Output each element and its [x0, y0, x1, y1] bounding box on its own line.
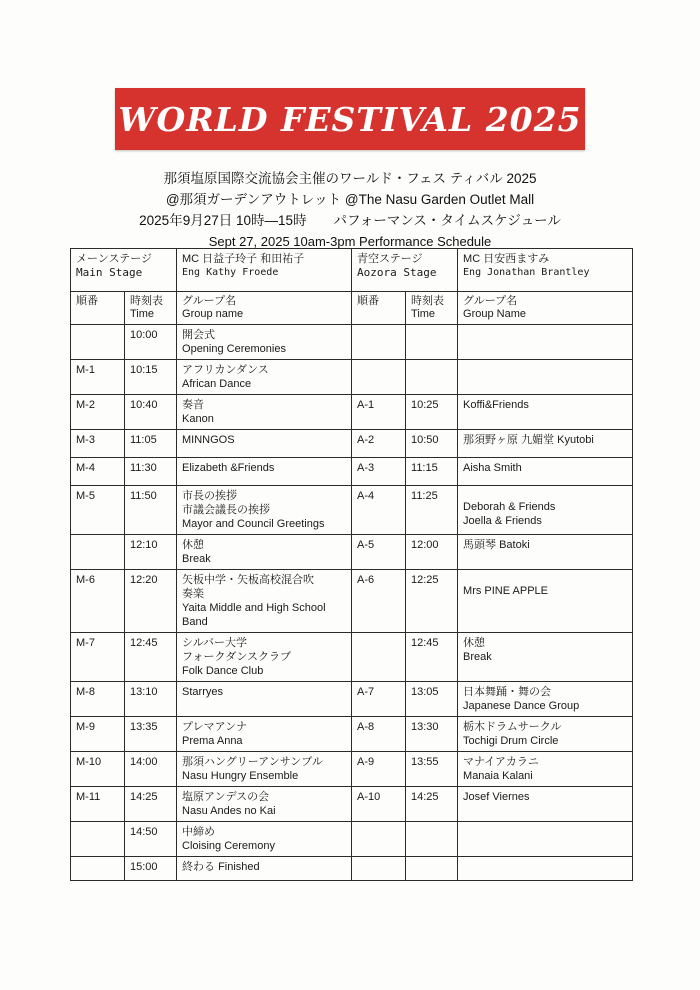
main-order-cell [71, 822, 125, 857]
main-group-cell: プレマアンナ Prema Anna [177, 717, 352, 752]
aozora-order-cell: A-1 [352, 395, 406, 430]
aozora-order-cell [352, 822, 406, 857]
main-time-cell: 10:00 [125, 325, 177, 360]
main-order-cell [71, 857, 125, 881]
header-line-2: @那須ガーデンアウトレット @The Nasu Garden Outlet Mall [165, 192, 535, 207]
aozora-time-cell: 13:55 [406, 752, 458, 787]
main-group-cell: 那須ハングリーアンサンブル Nasu Hungry Ensemble [177, 752, 352, 787]
aozora-order-cell: A-7 [352, 682, 406, 717]
main-stage-mc: MC 日益子玲子 和田祐子 Eng Kathy Froede [177, 249, 352, 292]
aozora-order-cell: A-6 [352, 570, 406, 633]
main-group-cell: Starryes [177, 682, 352, 717]
aozora-time-cell: 11:25 [406, 486, 458, 535]
aozora-order-cell: A-10 [352, 787, 406, 822]
main-group-cell: アフリカンダンス African Dance [177, 360, 352, 395]
main-time-cell: 14:50 [125, 822, 177, 857]
schedule-table-wrap [70, 248, 632, 881]
header-line-4: Sept 27, 2025 10am-3pm Performance Schedule [208, 234, 492, 249]
main-order-cell: M-10 [71, 752, 125, 787]
main-order-cell: M-4 [71, 458, 125, 486]
aozora-group-cell: 日本舞踊・舞の会 Japanese Dance Group [458, 682, 633, 717]
aozora-group-cell [458, 325, 633, 360]
table-row [71, 717, 633, 752]
aozora-time-cell: 13:05 [406, 682, 458, 717]
aozora-order-cell [352, 325, 406, 360]
table-row [71, 752, 633, 787]
aozora-group-cell: Mrs PINE APPLE [458, 570, 633, 633]
main-order-cell [71, 535, 125, 570]
aozora-time-cell [406, 857, 458, 881]
aozora-order-cell [352, 857, 406, 881]
aozora-time-cell: 13:30 [406, 717, 458, 752]
main-time-cell: 12:20 [125, 570, 177, 633]
header-line-1: 那須塩原国際交流協会主催のワールド・フェス ティバル 2025 [163, 171, 537, 186]
aozora-order-cell [352, 633, 406, 682]
main-order-cell: M-9 [71, 717, 125, 752]
col-header-aozora-time: 時刻表 Time [406, 292, 458, 325]
aozora-order-cell: A-4 [352, 486, 406, 535]
main-time-cell: 14:00 [125, 752, 177, 787]
main-group-cell: シルバー大学 フォークダンスクラブ Folk Dance Club [177, 633, 352, 682]
main-group-cell: MINNGOS [177, 430, 352, 458]
col-header-main-group: グループ名 Group name [177, 292, 352, 325]
table-row [71, 787, 633, 822]
aozora-group-cell: 馬頭琴 Batoki [458, 535, 633, 570]
banner [0, 78, 700, 160]
column-header-row [71, 292, 633, 325]
main-group-cell: 市長の挨拶 市議会議長の挨拶 Mayor and Council Greetings [177, 486, 352, 535]
table-row [71, 822, 633, 857]
main-order-cell: M-5 [71, 486, 125, 535]
main-order-cell [71, 325, 125, 360]
aozora-order-cell: A-2 [352, 430, 406, 458]
main-time-cell: 13:10 [125, 682, 177, 717]
main-group-cell: 奏音 Kanon [177, 395, 352, 430]
main-stage-name: メーンステージ Main Stage [71, 249, 177, 292]
schedule-table [70, 248, 633, 881]
main-time-cell: 11:50 [125, 486, 177, 535]
main-order-cell: M-8 [71, 682, 125, 717]
aozora-group-cell: 栃木ドラムサークル Tochigi Drum Circle [458, 717, 633, 752]
table-row [71, 458, 633, 486]
col-header-aozora-group: グループ名 Group Name [458, 292, 633, 325]
aozora-order-cell: A-5 [352, 535, 406, 570]
col-header-main-time: 時刻表 Time [125, 292, 177, 325]
main-time-cell: 11:05 [125, 430, 177, 458]
main-group-cell: 開会式 Opening Ceremonies [177, 325, 352, 360]
aozora-group-cell: Deborah & Friends Joella & Friends [458, 486, 633, 535]
table-row [71, 486, 633, 535]
main-group-cell: Elizabeth &Friends [177, 458, 352, 486]
main-time-cell: 15:00 [125, 857, 177, 881]
aozora-group-cell: Koffi&Friends [458, 395, 633, 430]
main-time-cell: 10:15 [125, 360, 177, 395]
aozora-stage-mc: MC 日安西ますみ Eng Jonathan Brantley [458, 249, 633, 292]
aozora-group-cell: 那須野ヶ原 九媚堂 Kyutobi [458, 430, 633, 458]
table-row [71, 430, 633, 458]
col-header-main-no: 順番 [71, 292, 125, 325]
table-row [71, 682, 633, 717]
aozora-time-cell [406, 360, 458, 395]
aozora-group-cell: Josef Viernes [458, 787, 633, 822]
aozora-group-cell: Aisha Smith [458, 458, 633, 486]
aozora-time-cell: 10:50 [406, 430, 458, 458]
header-text-block [0, 168, 700, 252]
table-row [71, 360, 633, 395]
aozora-group-cell: マナイアカラニ Manaia Kalani [458, 752, 633, 787]
main-order-cell: M-6 [71, 570, 125, 633]
table-row [71, 633, 633, 682]
main-order-cell: M-1 [71, 360, 125, 395]
table-row [71, 325, 633, 360]
main-time-cell: 12:45 [125, 633, 177, 682]
main-time-cell: 12:10 [125, 535, 177, 570]
table-row [71, 857, 633, 881]
aozora-group-cell: 休憩 Break [458, 633, 633, 682]
aozora-time-cell: 12:25 [406, 570, 458, 633]
aozora-time-cell: 10:25 [406, 395, 458, 430]
aozora-order-cell [352, 360, 406, 395]
stage-header-row [71, 249, 633, 292]
aozora-order-cell: A-3 [352, 458, 406, 486]
main-order-cell: M-7 [71, 633, 125, 682]
aozora-time-cell: 14:25 [406, 787, 458, 822]
main-order-cell: M-2 [71, 395, 125, 430]
aozora-time-cell: 11:15 [406, 458, 458, 486]
main-time-cell: 13:35 [125, 717, 177, 752]
aozora-time-cell [406, 325, 458, 360]
main-group-cell: 休憩 Break [177, 535, 352, 570]
aozora-order-cell: A-8 [352, 717, 406, 752]
table-row [71, 535, 633, 570]
banner-title: WORLD FESTIVAL 2025 [118, 99, 582, 139]
aozora-group-cell [458, 857, 633, 881]
col-header-aozora-no: 順番 [352, 292, 406, 325]
main-group-cell: 矢板中学・矢板高校混合吹 奏楽 Yaita Middle and High School Band [177, 570, 352, 633]
aozora-order-cell: A-9 [352, 752, 406, 787]
aozora-group-cell [458, 360, 633, 395]
aozora-time-cell [406, 822, 458, 857]
aozora-time-cell: 12:00 [406, 535, 458, 570]
aozora-group-cell [458, 822, 633, 857]
aozora-stage-name: 青空ステージ Aozora Stage [352, 249, 458, 292]
table-row [71, 570, 633, 633]
main-time-cell: 14:25 [125, 787, 177, 822]
table-row [71, 395, 633, 430]
aozora-time-cell: 12:45 [406, 633, 458, 682]
main-order-cell: M-11 [71, 787, 125, 822]
main-order-cell: M-3 [71, 430, 125, 458]
main-time-cell: 10:40 [125, 395, 177, 430]
main-group-cell: 中締め Cloising Ceremony [177, 822, 352, 857]
main-group-cell: 塩原アンデスの会 Nasu Andes no Kai [177, 787, 352, 822]
header-line-3: 2025年9月27日 10時—15時 パフォーマンス・タイムスケジュール [139, 213, 561, 228]
banner-ribbon [115, 88, 585, 150]
main-group-cell: 終わる Finished [177, 857, 352, 881]
main-time-cell: 11:30 [125, 458, 177, 486]
